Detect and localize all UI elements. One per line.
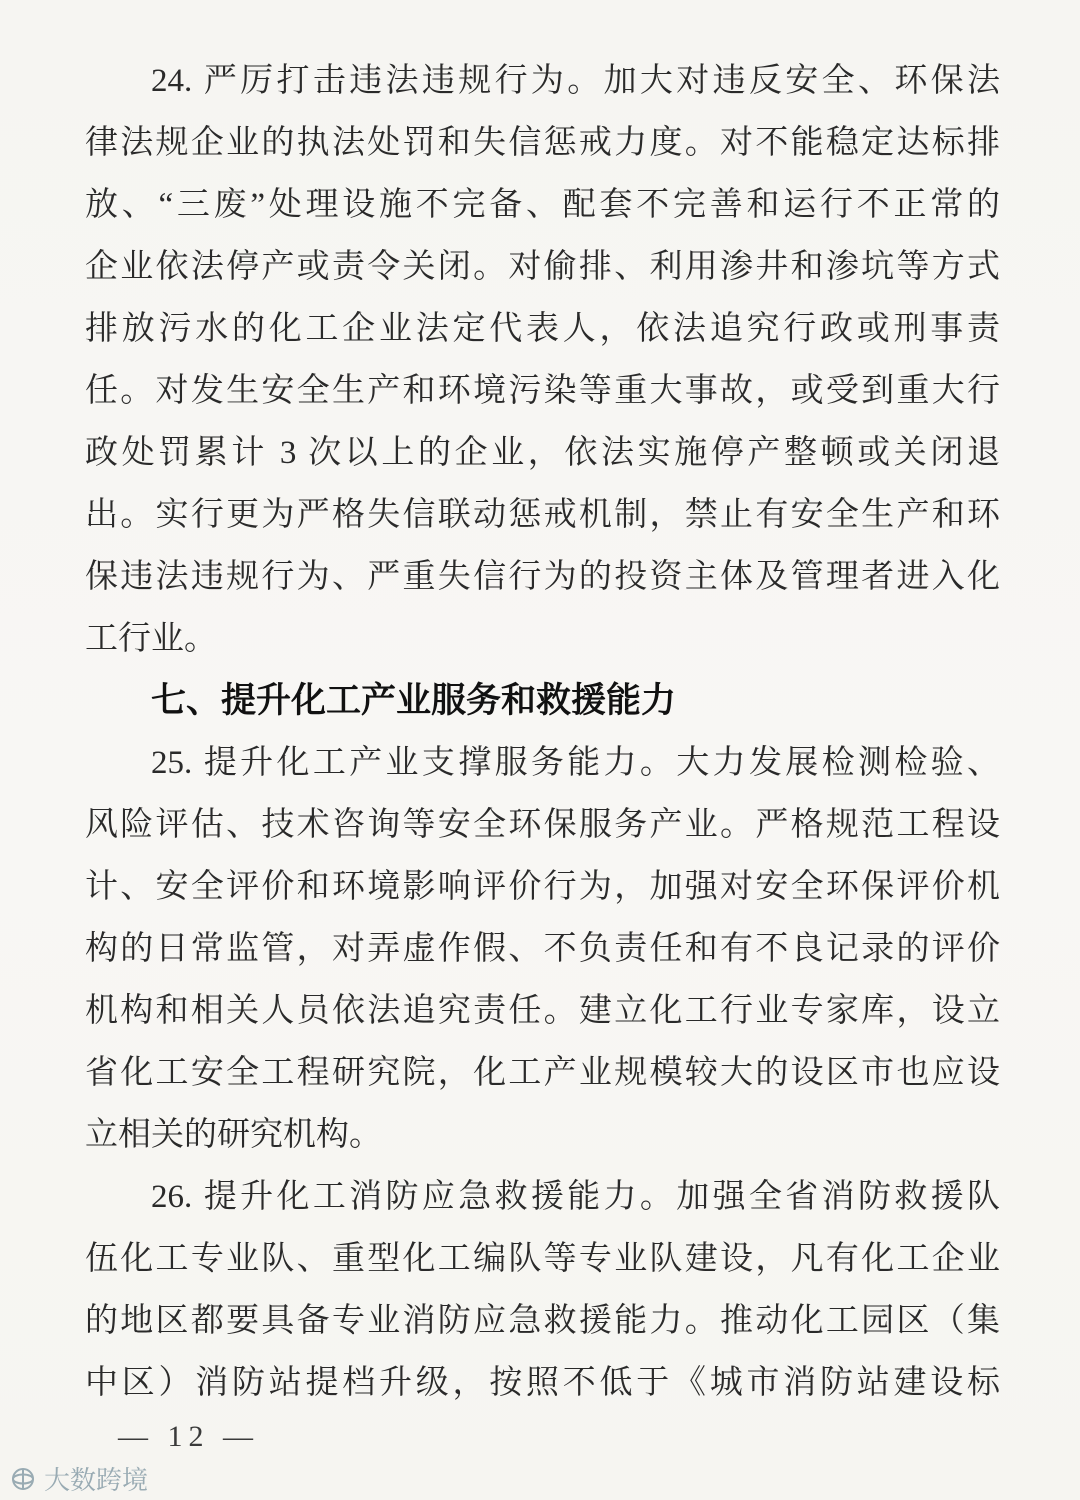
paragraph-26-line: 中区）消防站提档升级，按照不低于《城市消防站建设标: [85, 1365, 1000, 1401]
paragraph-24-line: 任。对发生安全生产和环境污染等重大事故，或受到重大行: [85, 373, 1000, 409]
document-body: [85, 50, 1000, 1414]
watermark: [8, 1460, 148, 1497]
paragraph-24-line: 放、“三废”处理设施不完备、配套不完善和运行不正常的: [85, 187, 1000, 223]
paragraph-25: [85, 732, 1000, 1166]
paragraph-24-line: 出。实行更为严格失信联动惩戒机制，禁止有安全生产和环: [85, 497, 1000, 533]
paragraph-25-line: 风险评估、技术咨询等安全环保服务产业。严格规范工程设: [85, 807, 1000, 843]
paragraph-26-line: 26. 提升化工消防应急救援能力。加强全省消防救援队: [151, 1179, 1000, 1215]
watermark-logo-icon: [8, 1464, 38, 1494]
paragraph-25-line: 立相关的研究机构。: [85, 1117, 382, 1153]
paragraph-25-line: 构的日常监管，对弄虚作假、不负责任和有不良记录的评价: [85, 931, 1000, 967]
page-number: — 12 —: [118, 1420, 259, 1453]
paragraph-25-line: 机构和相关人员依法追究责任。建立化工行业专家库，设立: [85, 993, 1000, 1029]
watermark-text: 大数跨境: [44, 1465, 149, 1495]
paragraph-24-line: 保违法违规行为、严重失信行为的投资主体及管理者进入化: [85, 559, 1000, 595]
paragraph-26: [85, 1166, 1000, 1414]
paragraph-24-line: 排放污水的化工企业法定代表人，依法追究行政或刑事责: [85, 311, 1000, 347]
paragraph-26-line: 伍化工专业队、重型化工编队等专业队建设，凡有化工企业: [85, 1241, 1000, 1277]
paragraph-25-line: 25. 提升化工产业支撑服务能力。大力发展检测检验、: [151, 745, 1000, 781]
paragraph-24-line: 24. 严厉打击违法违规行为。加大对违反安全、环保法: [151, 63, 1000, 99]
paragraph-25-line: 省化工安全工程研究院，化工产业规模较大的设区市也应设: [85, 1055, 1000, 1091]
paragraph-24-line: 律法规企业的执法处罚和失信惩戒力度。对不能稳定达标排: [85, 125, 1000, 161]
paragraph-25-line: 计、安全评价和环境影响评价行为，加强对安全环保评价机: [85, 869, 1000, 905]
paragraph-24: [85, 50, 1000, 670]
paragraph-26-line: 的地区都要具备专业消防应急救援能力。推动化工园区（集: [85, 1303, 1000, 1339]
paragraph-24-line: 政处罚累计 3 次以上的企业，依法实施停产整顿或关闭退: [85, 435, 1000, 471]
section-heading: 七、提升化工产业服务和救援能力: [151, 681, 677, 720]
paragraph-24-line: 企业依法停产或责令关闭。对偷排、利用渗井和渗坑等方式: [85, 249, 1000, 285]
paragraph-24-line: 工行业。: [85, 621, 217, 657]
